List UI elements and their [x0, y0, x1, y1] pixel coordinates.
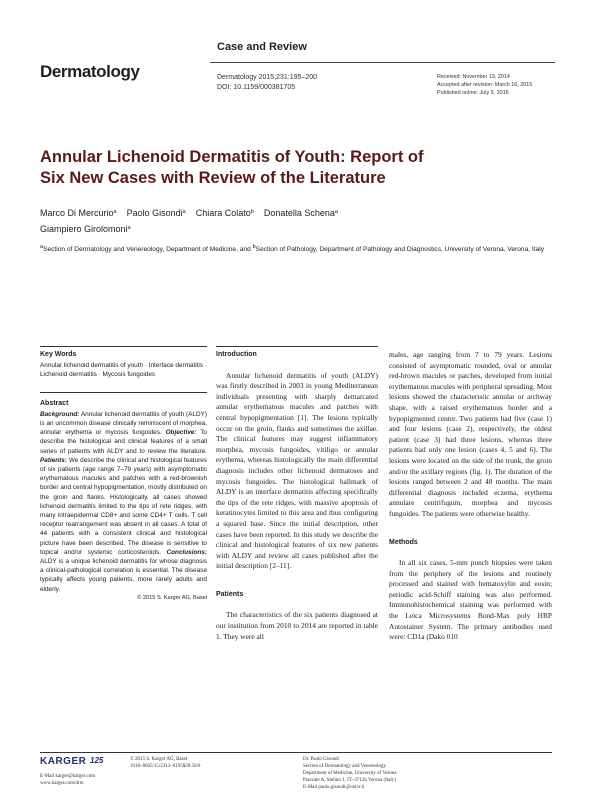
abstract-body: Background: Annular lichenoid dermatitis of youth (ALDY) is an uncommon disease clinically reminiscent of morphea, annular erythema or mycosis fungoides. Objective: To describe the histological and clinical features of a small series of patients with ALDY and to review the literature. Patients: We describe the clinical and histological features of six patients (age range 7–79 years) with asymptomatic erythematous macules and patches with a red-brownish border and central hypopigmentation, mostly distributed on the groin and flanks. Histologically, all cases showed lichenoid dermatitis limited to the tips of rete ridges, with many intraepidermal CD8+ and some CD4+ T cells. T cell receptor rearrangement was absent in all cases. A total of 44 patients with a consistent clinical and histological picture have been described. The disease is sensitive to topical and/or systemic corticosteroids. Conclusions: ALDY is a unique lichenoid dermatitis for whose diagnosis a clinical-pathological correlation is essential. The disease typically affects young patients, more rarely adults and elderly.: [40, 410, 207, 593]
introduction-heading: Introduction: [216, 351, 257, 358]
author: Paolo Gisondi$^a$: [126, 208, 186, 218]
article-title: [40, 147, 540, 189]
anniversary-badge: 125: [90, 756, 104, 765]
patients-heading: Patients: [216, 590, 244, 598]
author: Giampiero Girolomoni$^a$: [40, 224, 131, 234]
title-line-1: Annular Lichenoid Dermatitis of Youth: Report of: [40, 148, 424, 166]
accepted-date: Accepted after revision: March 16, 2015: [437, 82, 533, 88]
keywords-text: Annular lichenoid dermatitis of youth · Interface dermatitis · Lichenoid dermatitis · Mycosis fungoides: [40, 362, 207, 379]
abstract-copyright: © 2015 S. Karger AG, Basel: [137, 594, 207, 601]
methods-heading: Methods: [389, 538, 418, 546]
article-category: Case and Review: [217, 41, 307, 53]
patients-continued: males, age ranging from 7 to 79 years. Lesions consisted of asymptomatic rounded, oval or annular red-brown macules or patches, developed from initial erythematous macules with peripheral spreading. Most lesions showed the characteristic annular or archway shape, with a raised erythematous border and a hypopigmented center. Two patients had five (case 1) and four lesions (case 2), respectively, the oldest patient (case 3) had three lesions, whereas three patients had only one lesion (cases 4, 5 and 6). The lesions were located on the side of the trunk, the groin and/or the axillary regions (fig. 1). The duration of the lesions ranged between 2 and 48 months. The main differential diagnosis included eczema, erythema annulare centrifugum, morphea and mycosis fungoides. The patients were otherwise healthy.: [389, 350, 552, 518]
correspondence-block: [303, 756, 397, 791]
header-rule: [210, 62, 555, 63]
correspondence-email[interactable]: E-Mail paolo.gisondi@univr.it: [303, 785, 365, 790]
publisher-website[interactable]: www.karger.com/drm: [40, 781, 84, 786]
methods-paragraph: In all six cases, 5-mm punch biopsies were taken from the periphery of the lesions and routinely processed and stained with hematoxylin and eosin; periodic acid-Schiff staining was also performed. Immunohistochemical staining was performed with the Leica Microsystems Bond-Max poly HRP Autostainer System. The primary antibodies used were: CD1a (Dako 010: [389, 558, 552, 642]
received-date: Received: November 19, 2014: [437, 74, 510, 80]
body-column-middle: [216, 350, 378, 642]
patients-paragraph: The characteristics of the six patients diagnosed at our institution from 2010 to 2014 are reported in table 1. They were all: [216, 610, 378, 641]
affiliations: $^a$Section of Dermatology and Venereology, Department of Medicine, and $^b$Section of Pathology, Department of Pathology and Diagnostics, University of Verona, Verona, Italy: [40, 244, 545, 253]
correspondence-line: Piazzale A. Stefani 1, IT–37126 Verona (Italy): [303, 778, 396, 783]
correspondence-name: Dr. Paolo Gisondi: [303, 757, 339, 762]
body-column-right: [389, 350, 552, 643]
publisher-contact: [40, 773, 95, 787]
citation-block: [217, 73, 317, 93]
publisher-email[interactable]: E-Mail karger@karger.com: [40, 774, 95, 779]
intro-rule: [216, 346, 378, 347]
abstract-heading: Abstract: [40, 399, 69, 407]
citation-volume: Dermatology 2015;231:195–200: [217, 74, 318, 81]
publisher-logo: KARGER: [40, 756, 87, 767]
author-list: [40, 205, 550, 237]
correspondence-line: Section of Dermatology and Venereology: [303, 764, 386, 769]
citation-doi[interactable]: DOI: 10.1159/000381705: [217, 84, 296, 91]
copyright-line: © 2015 S. Karger AG, Basel: [130, 757, 188, 762]
author: Chiara Colato$^b$: [195, 208, 254, 218]
published-date: Published online: July 9, 2015: [437, 90, 509, 96]
keywords-rule: [40, 346, 207, 347]
title-line-2: Six New Cases with Review of the Literature: [40, 169, 386, 187]
issn-line: 1018–8665/15/2313–0195$39.50/0: [130, 764, 201, 769]
sidebar-column: [40, 350, 207, 603]
copyright-block: [130, 756, 200, 770]
correspondence-line: Department of Medicine, University of Verona: [303, 771, 397, 776]
abstract-rule: [40, 392, 207, 393]
journal-logo: Dermatology: [40, 62, 140, 81]
publication-dates: [437, 73, 532, 97]
keywords-heading: Key Words: [40, 351, 77, 358]
footer-rule: [40, 752, 552, 753]
author: Marco Di Mercurio$^a$: [40, 208, 117, 218]
introduction-paragraph: Annular lichenoid dermatitis of youth (ALDY) was firstly described in 2003 in young Mediterranean individuals presenting with sharply demarcated annular erythematous macules and patches with central hypopigmentation [1]. The lesions typically occur on the groin, flanks and sometimes the axillae. The clinical features may suggest inflammatory morphea, mycosis fungoides, vitiligo or annular erythema, whereas histologically the main differential diagnosis includes other lichenoid dermatoses and mycosis fungoides. The histological hallmark of ALDY is an interface dermatitis affecting specifically the tips of the rete ridges, with massive apoptosis of keratinocytes limited to this area and thus configuring a squared base. Since the initial description, other cases have been reported. In this study we describe the clinical and histological features of six new patients with ALDY and review all cases published after the initial description [2–11].: [216, 370, 378, 571]
author: Donatella Schena$^a$: [263, 208, 338, 218]
